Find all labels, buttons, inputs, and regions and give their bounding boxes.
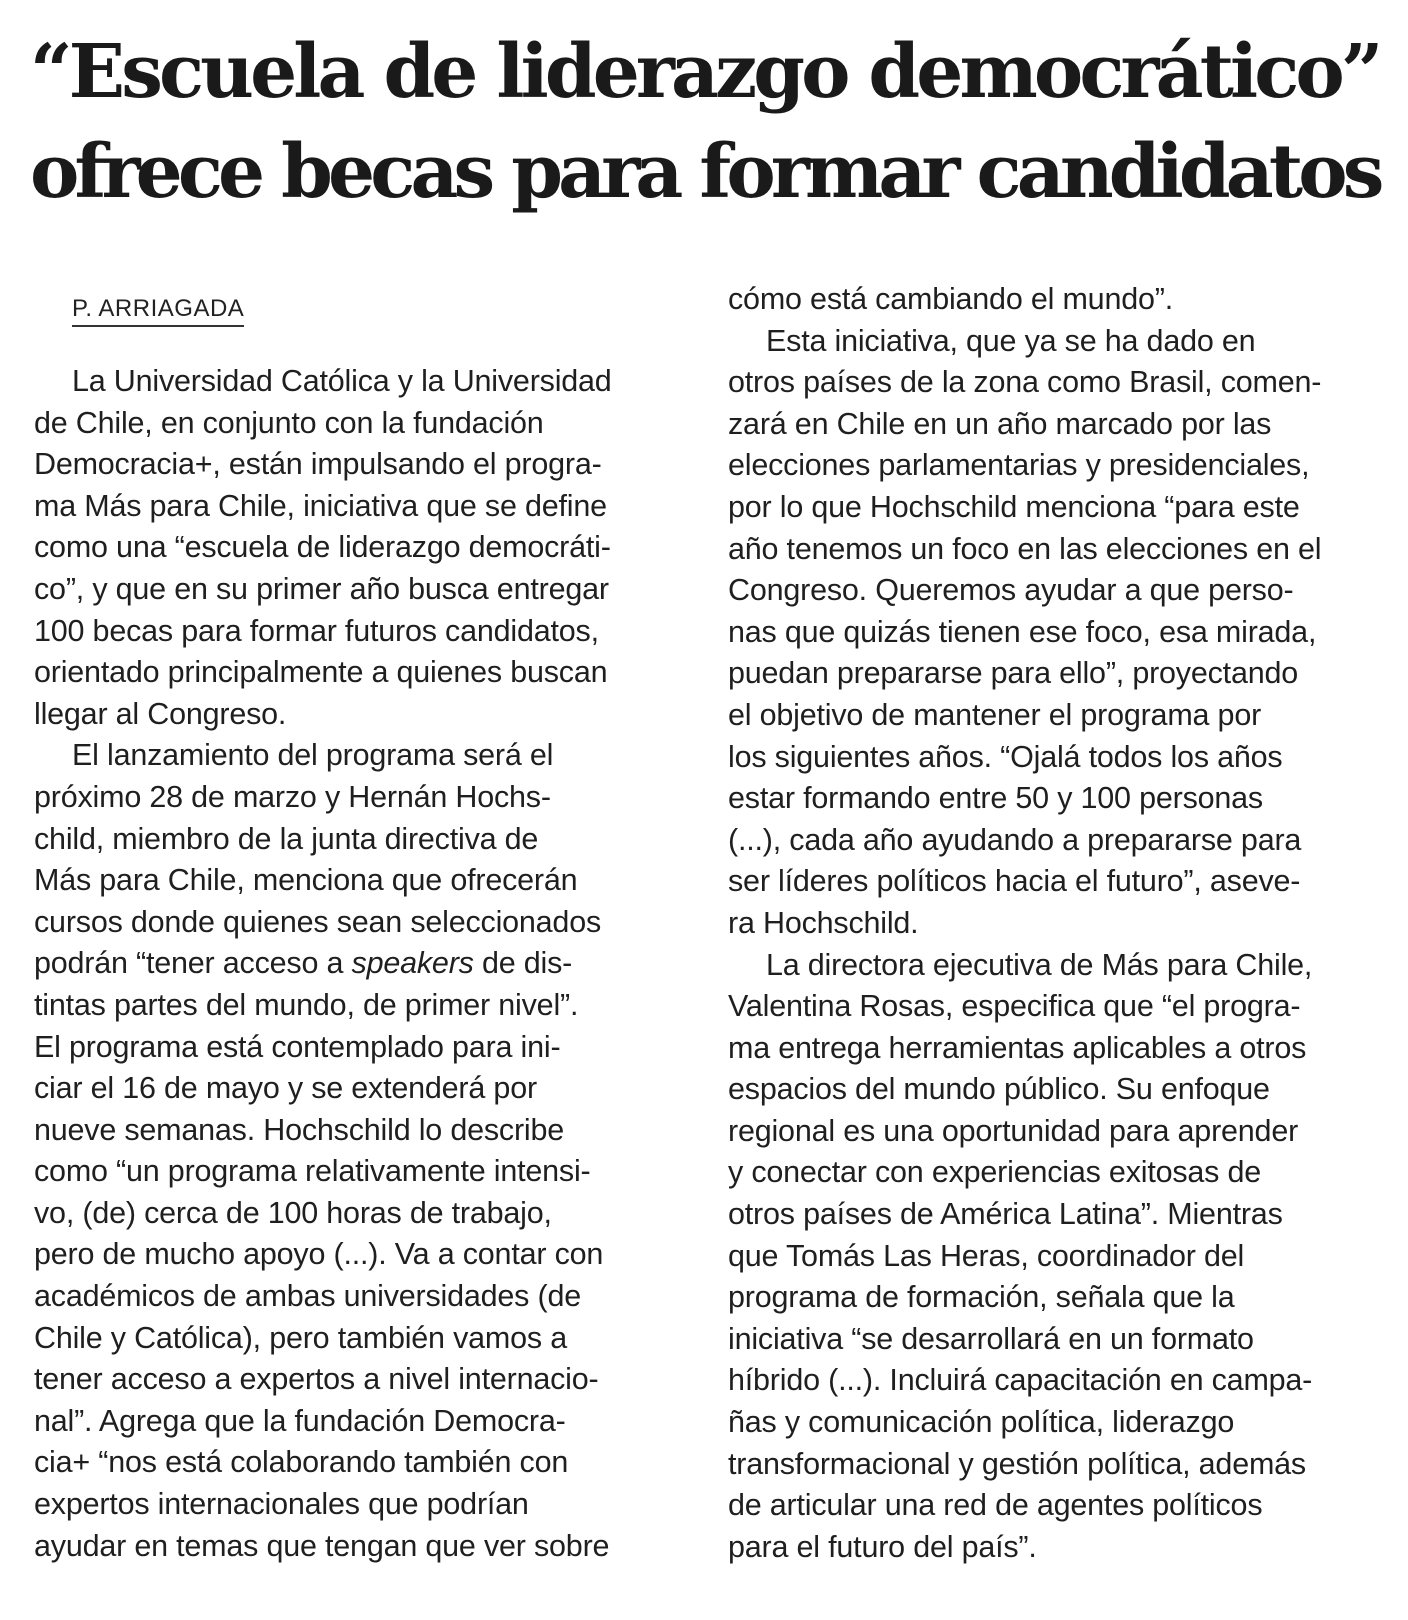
text-line: híbrido (...). Incluirá capacitación en campa- (728, 1363, 1313, 1398)
text-line: ra Hochschild. (728, 905, 919, 940)
text-line: tener acceso a expertos a nivel internacio- (34, 1362, 599, 1397)
text-line: Chile y Católica), pero también vamos a (34, 1320, 567, 1355)
text-line: nueve semanas. Hochschild lo describe (34, 1112, 565, 1147)
text-line: año tenemos un foco en las elecciones en el (728, 531, 1322, 566)
text-line: que Tomás Las Heras, coordinador del (728, 1238, 1245, 1273)
text-line: ma entrega herramientas aplicables a otros (728, 1030, 1307, 1065)
text-line: El lanzamiento del programa será el (72, 738, 554, 773)
text-line: regional es una oportunidad para aprender (728, 1113, 1299, 1148)
text-line: Congreso. Queremos ayudar a que perso- (728, 573, 1294, 608)
text-line (34, 943, 684, 985)
text-line: para el futuro del país”. (728, 1529, 1037, 1564)
text-line: ma Más para Chile, iniciativa que se define (34, 488, 607, 523)
text-line: y conectar con experiencias exitosas de (728, 1155, 1262, 1190)
text-line: pero de mucho apoyo (...). Va a contar con (34, 1237, 604, 1272)
headline (30, 22, 1390, 222)
text-line: otros países de la zona como Brasil, comen- (728, 365, 1322, 400)
text-line: Esta iniciativa, que ya se ha dado en (766, 323, 1256, 358)
text-line: como “un programa relativamente intensi- (34, 1154, 591, 1189)
article-column-1 (34, 361, 684, 1567)
text-line: estar formando entre 50 y 100 personas (728, 781, 1263, 816)
text-line: de articular una red de agentes políticos (728, 1488, 1263, 1523)
text-line: ciar el 16 de mayo y se extenderá por (34, 1071, 537, 1106)
text-line: llegar al Congreso. (34, 696, 287, 731)
text-line: Valentina Rosas, especifica que “el progra- (728, 989, 1301, 1024)
text-line: tintas partes del mundo, de primer nivel”. (34, 987, 579, 1022)
text-line: Más para Chile, menciona que ofrecerán (34, 863, 578, 898)
text-line: iniciativa “se desarrollará en un formato (728, 1321, 1254, 1356)
text-segment: podrán “tener acceso a (34, 946, 352, 981)
text-line: otros países de América Latina”. Mientras (728, 1197, 1283, 1232)
text-line: cómo está cambiando el mundo”. (728, 282, 1173, 316)
text-line: La directora ejecutiva de Más para Chile, (766, 947, 1313, 982)
italic-term: speakers (351, 946, 474, 981)
text-line: ser líderes políticos hacia el futuro”, aseve- (728, 864, 1301, 899)
text-line: el objetivo de mantener el programa por (728, 697, 1262, 732)
text-line: los siguientes años. “Ojalá todos los años (728, 739, 1283, 774)
text-line: child, miembro de la junta directiva de (34, 821, 539, 856)
article-column-2 (728, 279, 1388, 1568)
text-line: transformacional y gestión política, además (728, 1446, 1306, 1481)
text-line: nas que quizás tienen ese foco, esa mirada, (728, 614, 1317, 649)
text-line: 100 becas para formar futuros candidatos, (34, 613, 599, 648)
text-line: de Chile, en conjunto con la fundación (34, 405, 544, 440)
text-line: como una “escuela de liderazgo democráti- (34, 530, 611, 565)
text-line: (...), cada año ayudando a prepararse para (728, 822, 1302, 857)
text-line: puedan prepararse para ello”, proyectando (728, 656, 1298, 691)
text-line: El programa está contemplado para ini- (34, 1029, 561, 1064)
text-line: expertos internacionales que podrían (34, 1487, 529, 1522)
byline: P. ARRIAGADA (72, 295, 244, 327)
text-line: vo, (de) cerca de 100 horas de trabajo, (34, 1195, 552, 1230)
text-line: co”, y que en su primer año busca entregar (34, 571, 609, 606)
text-line: por lo que Hochschild menciona “para este (728, 489, 1300, 524)
text-segment: de dis- (473, 946, 573, 981)
text-line: Democracia+, están impulsando el progra- (34, 447, 602, 482)
headline-line-2: ofrece becas para formar candidatos (30, 129, 1380, 215)
text-line: académicos de ambas universidades (de (34, 1279, 581, 1314)
text-line: cia+ “nos está colaborando también con (34, 1445, 569, 1480)
text-line: La Universidad Católica y la Universidad (72, 364, 612, 398)
text-line: elecciones parlamentarias y presidenciales, (728, 448, 1310, 483)
text-line: cursos donde quienes sean seleccionados (34, 904, 602, 939)
text-line: nal”. Agrega que la fundación Democra- (34, 1403, 566, 1438)
text-line: ñas y comunicación política, liderazgo (728, 1405, 1235, 1440)
text-line: zará en Chile en un año marcado por las (728, 406, 1272, 441)
text-line: orientado principalmente a quienes buscan (34, 655, 608, 690)
text-line: ayudar en temas que tengan que ver sobre (34, 1528, 610, 1563)
headline-line-1: “Escuela de liderazgo democrático” (30, 29, 1380, 115)
text-line: programa de formación, señala que la (728, 1280, 1235, 1315)
text-line: próximo 28 de marzo y Hernán Hochs- (34, 779, 551, 814)
text-line: espacios del mundo público. Su enfoque (728, 1072, 1270, 1107)
